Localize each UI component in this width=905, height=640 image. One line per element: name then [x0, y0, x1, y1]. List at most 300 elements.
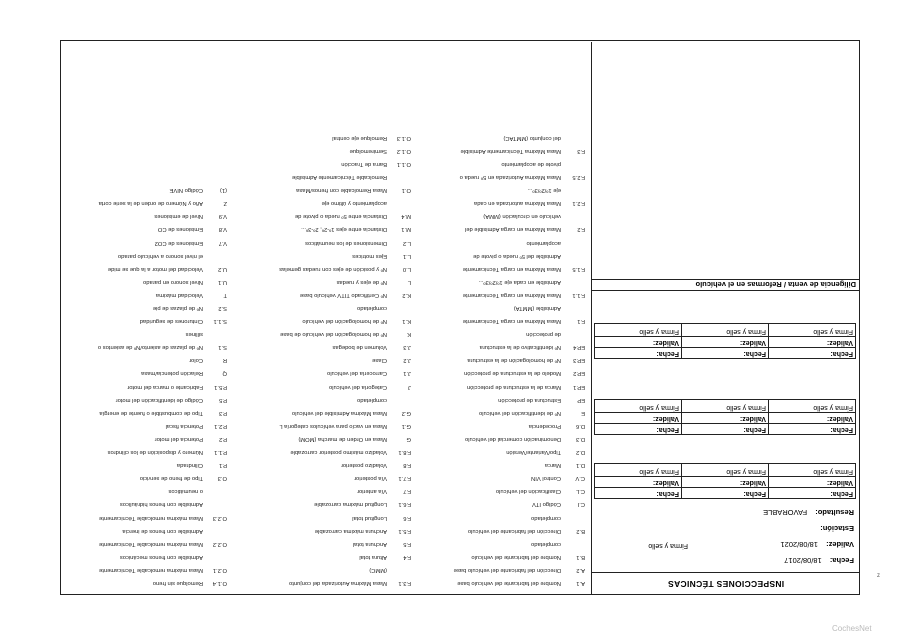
code-id: S.1.1 — [213, 318, 227, 325]
code-id: K.2 — [402, 291, 411, 298]
code-id: F.3 — [577, 147, 585, 154]
code-row — [415, 222, 585, 235]
code-id: L.2 — [402, 239, 411, 246]
code-id: Q — [222, 370, 227, 377]
code-id: K.1 — [402, 318, 411, 325]
code-description: Longitud máxima carrozable — [314, 501, 387, 508]
rotated-sheet — [60, 40, 860, 595]
code-row — [231, 170, 411, 183]
code-row — [231, 419, 411, 432]
code-description: eje 1º/2º/3º... — [527, 187, 561, 194]
code-description: o neumáticos — [168, 488, 203, 495]
code-description: Longitud total — [352, 514, 387, 521]
code-row — [415, 262, 585, 275]
code-id: EP.3 — [573, 357, 585, 364]
code-id: V.9 — [218, 213, 227, 220]
code-id: R — [222, 357, 227, 364]
code-row — [65, 275, 227, 288]
code-row — [415, 380, 585, 393]
code-description: Altura total — [359, 553, 387, 560]
code-description: Ejes motrices — [352, 252, 387, 259]
code-description: Nivel sonoro en parado — [143, 278, 203, 285]
estacion-label: Estación: — [820, 524, 854, 533]
code-row — [65, 419, 227, 432]
code-row — [415, 183, 585, 196]
block-validez: Validez: — [681, 477, 768, 487]
code-description: Masa Máxima Técnicamente Admisible — [460, 147, 561, 154]
code-row — [65, 510, 227, 523]
block-validez: Validez: — [768, 337, 855, 347]
code-description: Nº y posición de ejes con ruedas gemelas — [279, 265, 387, 272]
code-row — [415, 144, 585, 157]
code-description: Nº de identificación del vehículo — [478, 409, 561, 416]
code-id: U.1 — [217, 278, 227, 285]
code-id: S.1 — [218, 344, 227, 351]
code-description: Nivel de emisiones — [154, 213, 203, 220]
code-row — [415, 458, 585, 471]
block-firma: Firma y sello — [639, 404, 679, 411]
code-row — [231, 262, 411, 275]
code-id: O.1.1 — [396, 161, 411, 167]
inspection-block-2 — [594, 399, 856, 435]
code-row — [231, 497, 411, 510]
code-description: Emisiones de CO — [157, 226, 203, 233]
code-row — [231, 249, 411, 262]
code-description: Admisible con frenos de inercia — [122, 527, 203, 534]
code-description: Color — [189, 357, 203, 364]
code-row — [65, 550, 227, 563]
code-row — [231, 406, 411, 419]
code-description: Admisible (MMTA) — [513, 305, 561, 312]
code-description: Distancia entre 5º rueda o pivote de — [294, 213, 387, 220]
code-description: Tipo/Variante/Versión — [506, 449, 561, 456]
code-id: D.3 — [575, 435, 585, 442]
code-id: O.2.2 — [212, 540, 227, 547]
code-row — [231, 314, 411, 327]
code-description: Control VIN — [531, 475, 561, 482]
code-id: F.8.1 — [398, 449, 411, 456]
block-firma: Firma y sello — [768, 324, 855, 336]
code-description: Masa Máxima Autorizada en 5º rueda o — [459, 174, 561, 181]
code-row — [231, 327, 411, 340]
block-fecha: Fecha: — [656, 490, 679, 497]
code-row — [65, 380, 227, 393]
code-description: Masa Máxima Admisible del vehículo — [291, 409, 387, 416]
code-description: completado — [357, 396, 387, 403]
code-description: Distancia entre ejes 1º-2º, 2º-3º... — [301, 226, 387, 233]
code-id: F.2 — [577, 226, 585, 233]
code-description: Dirección del fabricante del vehículo base — [453, 566, 561, 573]
code-row — [65, 249, 227, 262]
code-description: Vía anterior — [357, 488, 387, 495]
code-description: Masa Remolcable con frenos/Masa — [296, 187, 387, 194]
code-row — [415, 314, 585, 327]
code-row — [65, 340, 227, 353]
code-id: P.1.1 — [214, 449, 227, 456]
resultado-value: FAVORABLE — [763, 508, 808, 517]
code-description: Voladizo posterior — [340, 462, 387, 469]
code-description: Vía posterior — [354, 475, 387, 482]
code-description: Modelo de la estructura de protección — [464, 370, 561, 377]
code-description: Nombre del fabricante del vehículo — [471, 553, 561, 560]
code-row — [65, 445, 227, 458]
code-id: L.1 — [402, 252, 411, 259]
code-row — [65, 209, 227, 222]
code-id: C.L — [575, 488, 585, 495]
code-id: E — [581, 409, 585, 416]
code-description: acoplamiento — [526, 239, 561, 246]
code-row — [65, 235, 227, 248]
code-row — [415, 235, 585, 248]
inspection-block-3 — [594, 323, 856, 359]
code-description: Relación potencia/masa — [141, 370, 203, 377]
code-row — [231, 183, 411, 196]
code-description: Masa en vacío para vehículos categoría L — [279, 422, 387, 429]
code-description: Dirección del fabricante del vehículo — [467, 527, 561, 534]
code-row — [231, 458, 411, 471]
code-row — [65, 288, 227, 301]
codes-column-2 — [231, 131, 411, 589]
code-row — [65, 314, 227, 327]
code-row — [415, 484, 585, 497]
code-description: Nombre del fabricante del vehículo base — [457, 580, 561, 586]
code-id: V.7 — [218, 239, 227, 246]
code-id: F.5 — [403, 540, 411, 547]
code-row — [415, 419, 585, 432]
code-row — [65, 327, 227, 340]
inspections-title: INSPECCIONES TÉCNICAS — [592, 572, 860, 595]
validez-label: Validez: — [826, 540, 854, 549]
code-row — [231, 131, 411, 144]
code-description: Potencia del motor — [154, 435, 203, 442]
code-id: B.2 — [576, 527, 585, 534]
code-description: Número y disposición de los cilindros — [107, 449, 203, 456]
code-id: EP.4 — [573, 344, 585, 351]
code-description: Nº de plazas de asiento/Nº de asientos o — [97, 344, 203, 351]
code-id: O.2.3 — [212, 514, 227, 521]
code-row — [231, 393, 411, 406]
code-row — [415, 550, 585, 563]
code-description: Masa Máxima autorizada en cada — [474, 200, 561, 207]
block-firma: Firma y sello — [768, 400, 855, 412]
code-row — [65, 353, 227, 366]
code-description: Masa Máxima en carga Técnicamente — [462, 265, 561, 272]
code-description: Categoría del vehículo — [328, 383, 387, 390]
code-id: F.1 — [577, 318, 585, 325]
code-description: Barra de Tracción — [341, 161, 387, 167]
code-row — [231, 235, 411, 248]
code-id: F.8 — [403, 462, 411, 469]
code-description: Masa Máxima Autorizada del conjunto — [289, 580, 387, 586]
code-id: F.2.1 — [572, 200, 585, 207]
code-row — [231, 524, 411, 537]
code-description: acoplamiento y último eje — [321, 200, 387, 207]
code-id: F.4 — [403, 553, 411, 560]
code-description: Velocidad máxima — [155, 291, 203, 298]
code-description: Masa Máxima en carga Técnicamente — [462, 318, 561, 325]
code-description: Marca — [544, 462, 561, 469]
code-description: Nº identificativo de la estructura — [479, 344, 561, 351]
block-validez: Validez: — [768, 477, 855, 487]
inspection-block-1 — [594, 463, 856, 499]
code-row — [415, 249, 585, 262]
code-row — [415, 353, 585, 366]
code-description: Emisiones de CO2 — [154, 239, 203, 246]
code-row — [415, 131, 585, 144]
code-row — [231, 366, 411, 379]
code-id: P.5.1 — [214, 383, 227, 390]
code-description: Admisible en cada eje 1º/2º/3º... — [478, 278, 561, 285]
code-id: J — [408, 383, 411, 390]
block-fecha: Fecha: — [768, 488, 855, 498]
watermark: CochesNet — [832, 624, 872, 633]
block-fecha: Fecha: — [681, 348, 768, 358]
code-row — [415, 510, 585, 523]
page-mark: z — [877, 573, 880, 579]
code-row — [231, 445, 411, 458]
code-description: Código ITV — [532, 501, 561, 508]
code-row — [65, 576, 227, 589]
block-validez: Validez: — [681, 337, 768, 347]
code-row — [231, 537, 411, 550]
code-id: G.2 — [401, 409, 411, 416]
validez-value: 18/08/2021 — [780, 540, 818, 549]
code-id: F.6 — [403, 514, 411, 521]
code-row — [231, 510, 411, 523]
code-description: Velocidad del motor a la que se mide — [107, 265, 203, 272]
code-id: J.1 — [403, 370, 411, 377]
diligencia-title: Diligencia de venta / Reformas en el vehículo — [592, 279, 860, 291]
code-id: Z — [223, 200, 227, 207]
code-row — [415, 432, 585, 445]
code-row — [415, 209, 585, 222]
code-description: Clasificación del vehículo — [495, 488, 561, 495]
code-description: Nº Certificado TITV vehículo base — [299, 291, 387, 298]
code-description: Cinturones de seguridad — [139, 318, 203, 325]
code-row — [231, 550, 411, 563]
code-row — [65, 406, 227, 419]
code-row — [231, 288, 411, 301]
code-id: F.6.1 — [398, 501, 411, 508]
code-description: sillines — [185, 331, 203, 338]
code-description: Volumen de bodegas — [332, 344, 387, 351]
block-firma: Firma y sello — [639, 328, 679, 335]
code-row — [231, 432, 411, 445]
code-id: C.I — [577, 501, 585, 508]
code-id: O.1 — [401, 187, 411, 194]
code-row — [231, 209, 411, 222]
code-id: A.2 — [576, 566, 585, 573]
code-id: J.3 — [403, 344, 411, 351]
code-row — [231, 196, 411, 209]
code-row — [65, 196, 227, 209]
code-id: O.1.4 — [212, 580, 227, 586]
code-row — [65, 484, 227, 497]
code-description: Voladizo máximo posterior carrozable — [290, 449, 387, 456]
inspections-panel — [591, 42, 860, 595]
code-description: Código de identificación del motor — [115, 396, 203, 403]
code-description: Semiremolque — [349, 147, 387, 154]
code-row — [65, 497, 227, 510]
code-description: (MMC) — [369, 566, 387, 573]
code-row — [65, 432, 227, 445]
code-row — [415, 563, 585, 576]
code-description: Anchura máxima carrozable — [314, 527, 387, 534]
code-row — [231, 576, 411, 589]
block-firma: Firma y sello — [681, 324, 768, 336]
code-id: O.1.2 — [396, 147, 411, 154]
code-row — [415, 196, 585, 209]
block-fecha: Fecha: — [656, 350, 679, 357]
block-fecha: Fecha: — [681, 424, 768, 434]
code-row — [231, 340, 411, 353]
code-row — [231, 144, 411, 157]
code-description: Denominación comercial del vehículo — [464, 435, 561, 442]
block-fecha: Fecha: — [656, 426, 679, 433]
code-id: L.0 — [402, 265, 411, 272]
code-row — [415, 471, 585, 484]
block-firma: Firma y sello — [681, 400, 768, 412]
code-id: F.1.1 — [572, 291, 585, 298]
code-id: O.1.3 — [396, 134, 411, 141]
code-description: Anchura total — [352, 540, 387, 547]
code-row — [415, 275, 585, 288]
code-row — [415, 288, 585, 301]
block-validez: Validez: — [652, 415, 679, 422]
code-row — [231, 471, 411, 484]
code-description: Código NIVE — [169, 187, 203, 194]
code-description: Fabricante o marca del motor — [127, 383, 203, 390]
code-id: V.8 — [218, 226, 227, 233]
block-firma: Firma y sello — [639, 468, 679, 475]
code-row — [65, 537, 227, 550]
code-id: D.6 — [575, 422, 585, 429]
code-id: M.1 — [401, 226, 411, 233]
code-row — [65, 524, 227, 537]
code-description: completado — [531, 540, 561, 547]
code-description: Potencia fiscal — [165, 422, 203, 429]
code-row — [415, 497, 585, 510]
fecha-value: 18/08/2017 — [784, 556, 822, 565]
code-description: completado — [357, 305, 387, 312]
code-id: D.1 — [575, 462, 585, 469]
code-id: P.5 — [219, 396, 227, 403]
code-row — [415, 327, 585, 340]
code-row — [415, 157, 585, 170]
code-id: J.2 — [403, 357, 411, 364]
code-id: F.7.1 — [398, 475, 411, 482]
code-id: EP.1 — [573, 383, 585, 390]
code-id: G.1 — [401, 422, 411, 429]
code-description: pivote de acoplamiento — [501, 161, 561, 167]
code-row — [231, 563, 411, 576]
code-id: S.2 — [218, 305, 227, 312]
code-row — [65, 183, 227, 196]
code-id: L — [407, 278, 411, 285]
code-row — [65, 393, 227, 406]
code-description: del conjunto (MMTAC) — [503, 134, 561, 141]
code-description: vehículo en circulación (MMA) — [483, 213, 561, 220]
code-row — [65, 563, 227, 576]
code-description: Dimensiones de los neumáticos — [305, 239, 387, 246]
code-description: Clase — [372, 357, 387, 364]
block-firma: Firma y sello — [768, 464, 855, 476]
code-description: Masa Máxima en carga Admisible del — [464, 226, 561, 233]
resultado-label: Resultado: — [815, 508, 854, 517]
code-description: Admisible con frenos mecánicos — [119, 553, 203, 560]
code-description: Remolcable Técnicamente Admisible — [292, 174, 387, 181]
code-id: K — [407, 331, 411, 338]
code-id: EP — [577, 396, 585, 403]
code-id: EP.2 — [573, 370, 585, 377]
code-row — [415, 366, 585, 379]
block-validez: Validez: — [681, 413, 768, 423]
code-row — [65, 262, 227, 275]
code-row — [65, 301, 227, 314]
code-row — [231, 222, 411, 235]
code-row — [415, 393, 585, 406]
code-description: Nº de homologación de la estructura — [467, 357, 561, 364]
code-description: Admisible con frenos hidráulicos — [119, 501, 203, 508]
code-id: U.2 — [217, 265, 227, 272]
block-fecha: Fecha: — [768, 424, 855, 434]
first-firma: Firma y sello — [648, 542, 688, 549]
code-description: Nº de homologación del vehículo — [302, 318, 387, 325]
code-description: Masa máxima remolcable Técnicamente — [99, 540, 203, 547]
code-id: C.V — [575, 475, 585, 482]
block-validez: Validez: — [768, 413, 855, 423]
code-id: P.1 — [219, 462, 227, 469]
code-description: Masa Máxima en carga Técnicamente — [462, 291, 561, 298]
codes-column-3 — [65, 183, 227, 589]
code-row — [65, 458, 227, 471]
code-row — [231, 380, 411, 393]
code-row — [231, 353, 411, 366]
code-description: Masa máxima remolcable Técnicamente — [99, 514, 203, 521]
code-row — [415, 340, 585, 353]
code-row — [415, 524, 585, 537]
fecha-label: Fecha: — [829, 556, 854, 565]
code-description: completado — [531, 514, 561, 521]
code-description: Admisible del 5º rueda o pivote de — [473, 252, 561, 259]
block-fecha: Fecha: — [768, 348, 855, 358]
code-row — [415, 445, 585, 458]
code-description: Nº de ejes y ruedas — [336, 278, 387, 285]
code-id: (1) — [219, 187, 227, 194]
code-description: Cilindrada — [176, 462, 203, 469]
code-row — [231, 275, 411, 288]
code-description: Procedencia — [528, 422, 561, 429]
code-id: F.5.1 — [398, 527, 411, 534]
code-description: Nº de homologación del vehículo de base — [280, 331, 387, 338]
code-description: Año y Número de orden de la serie corta — [98, 200, 203, 207]
block-validez: Validez: — [652, 339, 679, 346]
block-fecha: Fecha: — [681, 488, 768, 498]
code-row — [415, 537, 585, 550]
code-id: T — [223, 291, 227, 298]
code-row — [415, 406, 585, 419]
block-validez: Validez: — [652, 479, 679, 486]
code-id: M.4 — [401, 213, 411, 220]
codes-column-1 — [415, 131, 585, 589]
block-firma: Firma y sello — [681, 464, 768, 476]
code-id: P.2 — [219, 435, 227, 442]
code-row — [415, 301, 585, 314]
code-row — [65, 366, 227, 379]
code-row — [231, 301, 411, 314]
code-id: P.2.1 — [214, 422, 227, 429]
code-description: Marca de la estructura de protección — [466, 383, 561, 390]
